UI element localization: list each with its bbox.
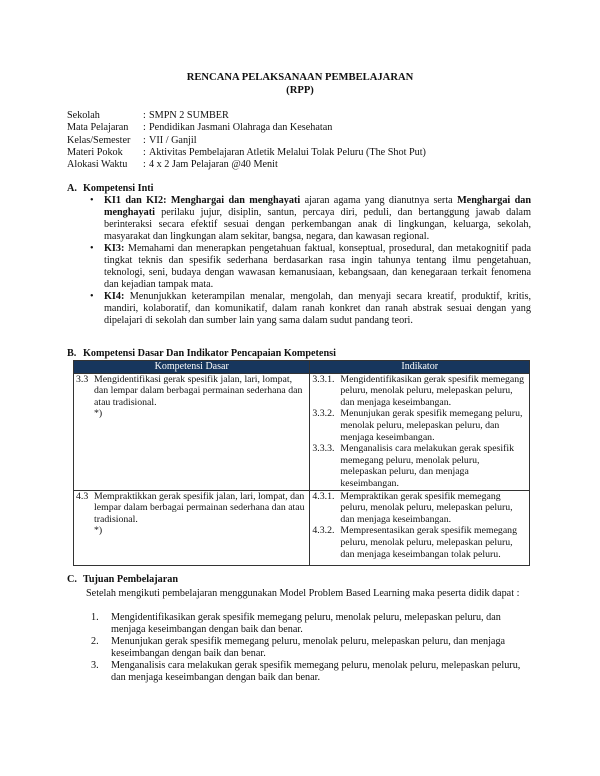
ki12-item (86, 195, 531, 243)
indicator-text: Mengidentifikasikan gerak spesifik memegang peluru, menolak peluru, melepaskan peluru, dan menjaga keseimbangan. (340, 373, 525, 408)
identity-block (67, 110, 426, 171)
document-subtitle: (RPP) (286, 85, 314, 96)
meta-label: Sekolah (67, 110, 100, 121)
bullet-icon: • (90, 243, 94, 254)
bullet-icon: • (90, 291, 94, 302)
meta-separator: : (143, 110, 146, 121)
ki-label: KI4: (104, 291, 125, 302)
kd-cell (74, 490, 310, 565)
ki-text: Menunjukkan keterampilan menalar, mengolah, dan menyaji secara kreatif, produktif, kritis, mandiri, kolaboratif, dan komunikatif, dalam ranah konkret dan ranah abstrak sesuai dengan yang dipelajari di sekolah dan sumber lain yang sama dalam sudut pandang teori. (104, 291, 532, 326)
ki-text: ajaran agama yang dianutnya serta (304, 195, 453, 206)
item-number: 2. (91, 636, 99, 647)
ki4-item (86, 291, 531, 327)
section-title: Kompetensi Inti (83, 183, 154, 194)
indicator-number: 3.3.3. (312, 443, 335, 455)
kd-note: *) (94, 408, 103, 420)
table-header-kd: Kompetensi Dasar (74, 361, 310, 374)
ki-label: KI3: (104, 243, 125, 254)
section-number: A. (67, 183, 77, 194)
table-header-row (74, 361, 530, 374)
meta-separator: : (143, 134, 146, 146)
item-number: 3. (91, 660, 99, 671)
ki-text: Memahami dan menerapkan pengetahuan faktual, konseptual, prosedural, dan metakognitif pada tingkat teknis dan spesifik sederhana berdasarkan rasa ingin tahunya tentang ilmu pengetahuan, teknologi, seni, budaya dengan wawasan kemanusiaan, kebangsaan, dan kenegaraan terkait fenomena dan kejadian tampak mata. (104, 243, 532, 290)
indicator-cell (310, 373, 530, 490)
list-item (91, 636, 531, 660)
meta-label: Kelas/Semester (67, 134, 131, 146)
item-text: Mengidentifikasikan gerak spesifik memegang peluru, menolak peluru, melepaskan peluru, dan menjaga keseimbangan dengan baik dan benar. (111, 612, 501, 635)
kd-note: *) (94, 525, 103, 537)
item-number: 1. (91, 612, 99, 623)
section-number: B. (67, 348, 77, 359)
section-title: Kompetensi Dasar Dan Indikator Pencapaian Kompetensi (83, 348, 336, 359)
meta-value: Pendidikan Jasmani Olahraga dan Kesehatan (149, 122, 333, 134)
meta-row-topic (67, 147, 426, 159)
table-row (74, 373, 530, 490)
section-title: Tujuan Pembelajaran (83, 574, 178, 585)
meta-row-time (67, 159, 426, 171)
indicator-text: Mempraktikan gerak spesifik memegang peluru, menolak peluru, melepaskan peluru, dan menjaga keseimbangan. (340, 490, 513, 525)
indicator-cell (310, 490, 530, 565)
indicator-item (312, 408, 527, 443)
meta-row-school (67, 110, 426, 122)
list-item (91, 660, 531, 684)
meta-row-class (67, 135, 426, 147)
indicator-text: Mempresentasikan gerak spesifik memegang peluru, menolak peluru, melepaskan peluru, dan menjaga keseimbangan tolak peluru. (340, 525, 517, 560)
indicator-text: Menganalisis cara melakukan gerak spesifik memegang peluru, menolak peluru, melepaskan peluru, dan menjaga keseimbangan. (340, 443, 514, 489)
meta-separator: : (143, 146, 146, 158)
indicator-item (312, 491, 527, 526)
indicator-item (312, 525, 527, 560)
kd-item (76, 491, 307, 537)
indicator-text: Menunjukan gerak spesifik memegang peluru, menolak peluru, melepaskan peluru, dan menjaga keseimbangan. (340, 408, 523, 443)
meta-value: SMPN 2 SUMBER (149, 110, 229, 121)
kd-text: Mempraktikkan gerak spesifik jalan, lari, lompat, dan lempar dalam berbagai permainan sederhana dan atau tradisional. (94, 490, 305, 525)
objectives-list (91, 612, 531, 684)
meta-label: Materi Pokok (67, 146, 123, 158)
kd-item (76, 374, 307, 420)
ki-label: KI1 dan KI2: (104, 195, 167, 206)
indicator-item (312, 374, 527, 409)
ki-bold-phrase: Menghargai dan menghayati (104, 195, 532, 218)
document-title: RENCANA PELAKSANAAN PEMBELAJARAN (186, 72, 414, 83)
meta-separator: : (143, 159, 146, 171)
section-number: C. (67, 574, 77, 585)
meta-row-subject (67, 122, 426, 134)
ki-bold-phrase: Menghargai dan menghayati (170, 195, 301, 206)
kd-number: 3.3 (76, 373, 89, 385)
kd-number: 4.3 (76, 490, 89, 502)
objectives-intro: Setelah mengikuti pembelajaran menggunakan Model Problem Based Learning maka peserta didik dapat : (86, 588, 520, 599)
bullet-icon: • (90, 195, 94, 206)
ki3-item (86, 243, 531, 291)
meta-label: Alokasi Waktu (67, 159, 128, 171)
core-competency-list (86, 195, 531, 327)
indicator-item (312, 443, 527, 489)
list-item (91, 612, 531, 636)
table-row (74, 490, 530, 565)
meta-value: Aktivitas Pembelajaran Atletik Melalui Tolak Peluru (The Shot Put) (149, 146, 426, 158)
item-text: Menganalisis cara melakukan gerak spesifik memegang peluru, menolak peluru, melepaskan peluru, dan menjaga keseimbangan dengan baik dan benar. (111, 660, 521, 683)
meta-separator: : (143, 122, 146, 134)
meta-value: VII / Ganjil (149, 134, 197, 146)
indicator-number: 3.3.2. (312, 408, 335, 420)
kd-cell (74, 373, 310, 490)
meta-value: 4 x 2 Jam Pelajaran @40 Menit (149, 159, 278, 171)
indicator-number: 3.3.1. (312, 373, 335, 385)
table-header-indicator: Indikator (310, 361, 530, 374)
item-text: Menunjukan gerak spesifik memegang peluru, menolak peluru, melepaskan peluru, dan menjaga keseimbangan dengan baik dan benar. (111, 636, 506, 659)
section-c-heading (67, 574, 178, 586)
meta-label: Mata Pelajaran (67, 122, 129, 134)
section-b-heading (67, 348, 336, 360)
kd-text: Mengidentifikasi gerak spesifik jalan, lari, lompat, dan lempar dalam berbagai permainan sederhana dan atau tradisional. (94, 373, 303, 408)
indicator-number: 4.3.2. (312, 525, 335, 537)
ki-text: perilaku jujur, disiplin, santun, percaya diri, peduli, dan bertanggung jawab dalam berinteraksi secara efektif sesuai dengan perkembangan anak di lingkungan, keluarga, sekolah, masyarakat dan lingkungan alam sekitar, bangsa, negara, dan kawasan regional. (104, 207, 531, 242)
competency-table (73, 360, 530, 566)
indicator-number: 4.3.1. (312, 490, 335, 502)
section-a-heading (67, 183, 153, 195)
